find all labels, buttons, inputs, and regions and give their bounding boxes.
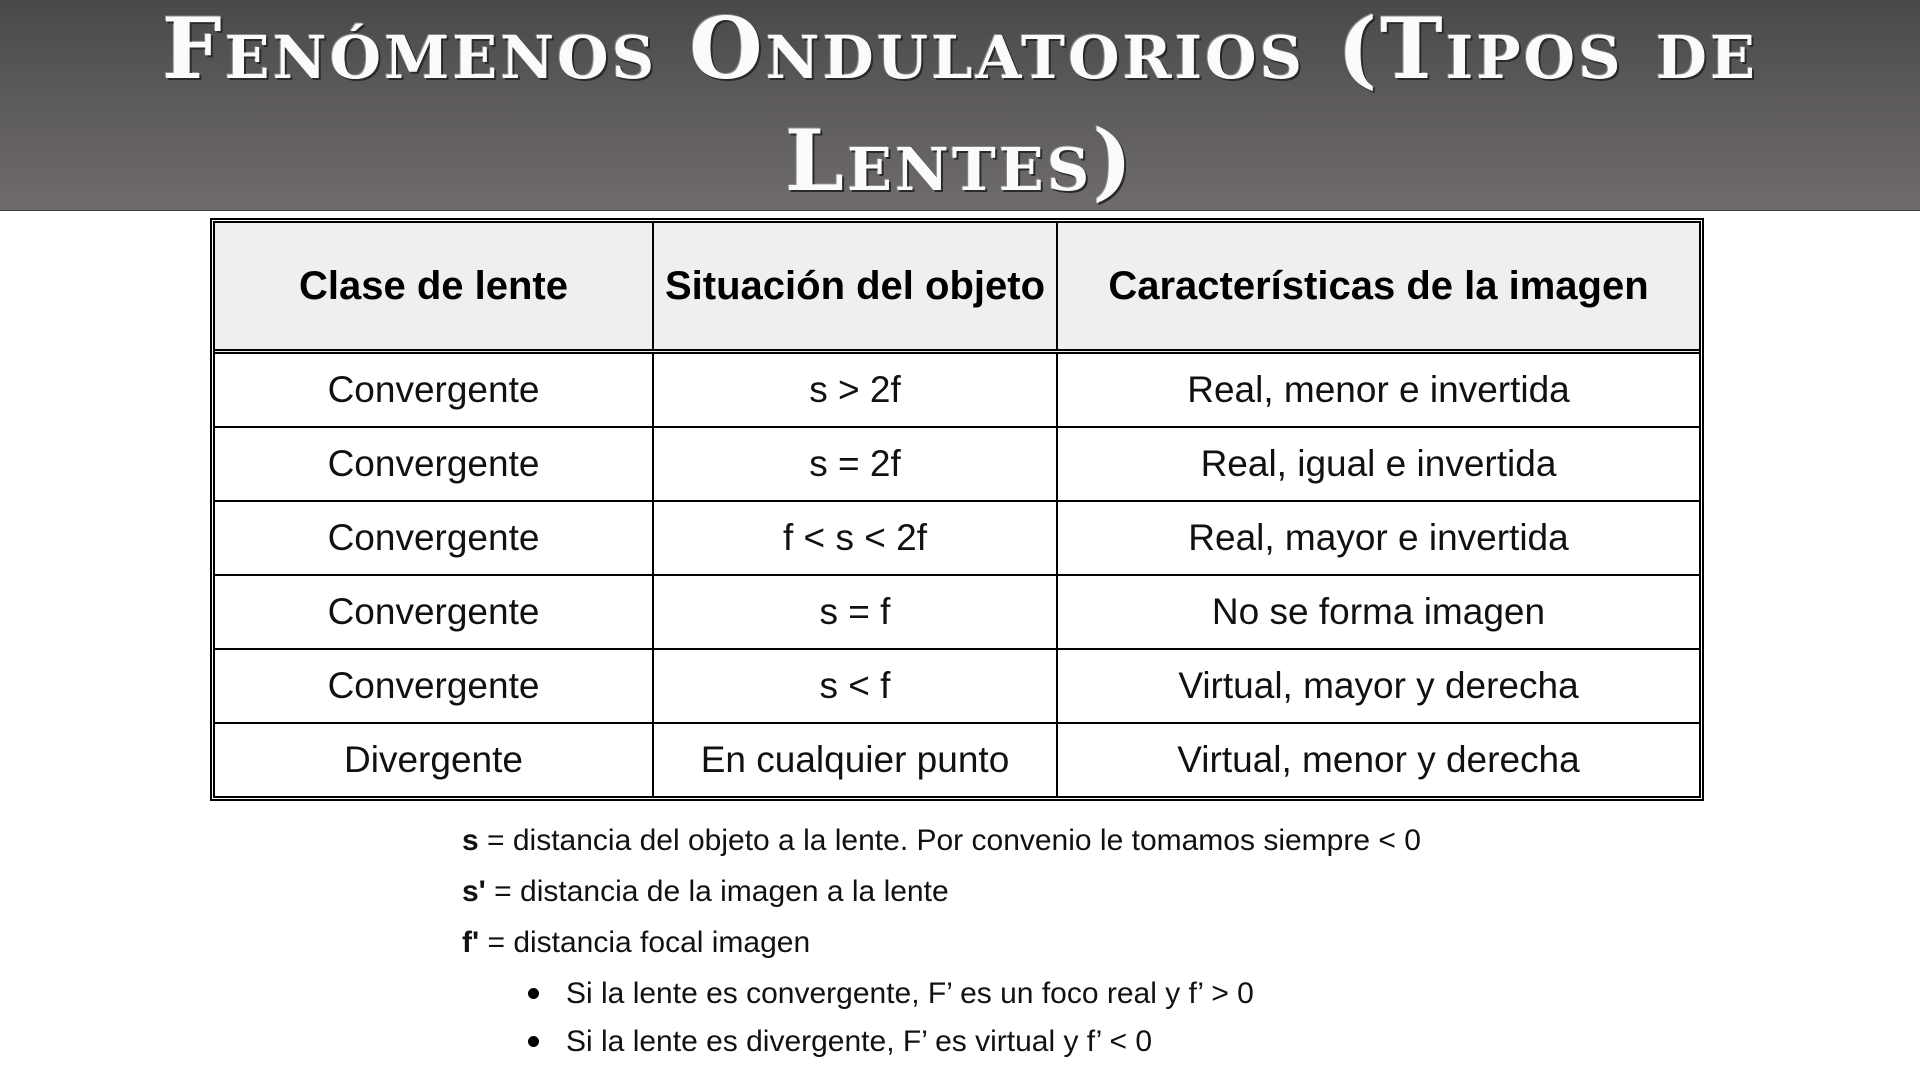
cell-lens-class: Divergente xyxy=(215,723,653,796)
header-image-characteristics: Características de la imagen xyxy=(1057,223,1699,352)
cell-object-position: s = 2f xyxy=(653,427,1057,501)
table-row xyxy=(215,649,1699,723)
cell-image-characteristics: No se forma imagen xyxy=(1057,575,1699,649)
list-item xyxy=(462,1021,1562,1069)
table-row xyxy=(215,352,1699,428)
definition-text: = distancia de la imagen a la lente xyxy=(485,875,949,908)
list-item xyxy=(462,973,1562,1021)
notes-section xyxy=(462,820,1562,1069)
definition-symbol: s xyxy=(462,824,479,857)
cell-object-position: s < f xyxy=(653,649,1057,723)
cell-image-characteristics: Real, menor e invertida xyxy=(1057,352,1699,428)
cell-image-characteristics: Real, mayor e invertida xyxy=(1057,501,1699,575)
slide-title: Fenómenos Ondulatorios (Tipos de Lentes) xyxy=(162,0,1758,210)
cell-object-position: s > 2f xyxy=(653,352,1057,428)
lens-table-frame xyxy=(210,218,1704,801)
bullet-text: Si la lente es divergente, F’ es virtual y f’ < 0 xyxy=(566,1025,1153,1058)
cell-object-position: s = f xyxy=(653,575,1057,649)
bullet-text: Si la lente es convergente, F’ es un foco real y f’ > 0 xyxy=(566,977,1254,1010)
table-row xyxy=(215,501,1699,575)
definition-symbol: s' xyxy=(462,875,486,908)
definition-symbol: f' xyxy=(462,926,480,959)
definition-text: = distancia focal imagen xyxy=(479,926,811,959)
table-row xyxy=(215,427,1699,501)
cell-image-characteristics: Virtual, menor y derecha xyxy=(1177,739,1580,780)
cell-image-characteristics: Real, igual e invertida xyxy=(1057,427,1699,501)
definition-s-prime xyxy=(462,871,1562,922)
bullet-dot-icon xyxy=(528,988,539,999)
table-header-row xyxy=(215,223,1699,352)
cell-object-position: f < s < 2f xyxy=(653,501,1057,575)
cell-object-position: En cualquier punto xyxy=(653,723,1057,796)
lens-types-table xyxy=(215,223,1699,796)
cell-lens-class: Convergente xyxy=(215,501,653,575)
definition-text: = distancia del objeto a la lente. Por convenio le tomamos siempre < 0 xyxy=(478,824,1421,857)
header-lens-class: Clase de lente xyxy=(215,223,653,352)
table-row xyxy=(215,723,1699,796)
cell-image-characteristics: Virtual, mayor y derecha xyxy=(1057,649,1699,723)
cell-lens-class: Convergente xyxy=(215,352,653,428)
cell-lens-class: Convergente xyxy=(215,649,653,723)
bullet-list xyxy=(462,973,1562,1069)
definition-f-prime xyxy=(462,922,1562,973)
table-row xyxy=(215,575,1699,649)
cell-lens-class: Convergente xyxy=(215,575,653,649)
header-object-position: Situación del objeto xyxy=(653,223,1057,352)
cell-lens-class: Convergente xyxy=(215,427,653,501)
title-banner xyxy=(0,0,1920,211)
definition-s xyxy=(462,820,1562,871)
bullet-dot-icon xyxy=(528,1036,539,1047)
